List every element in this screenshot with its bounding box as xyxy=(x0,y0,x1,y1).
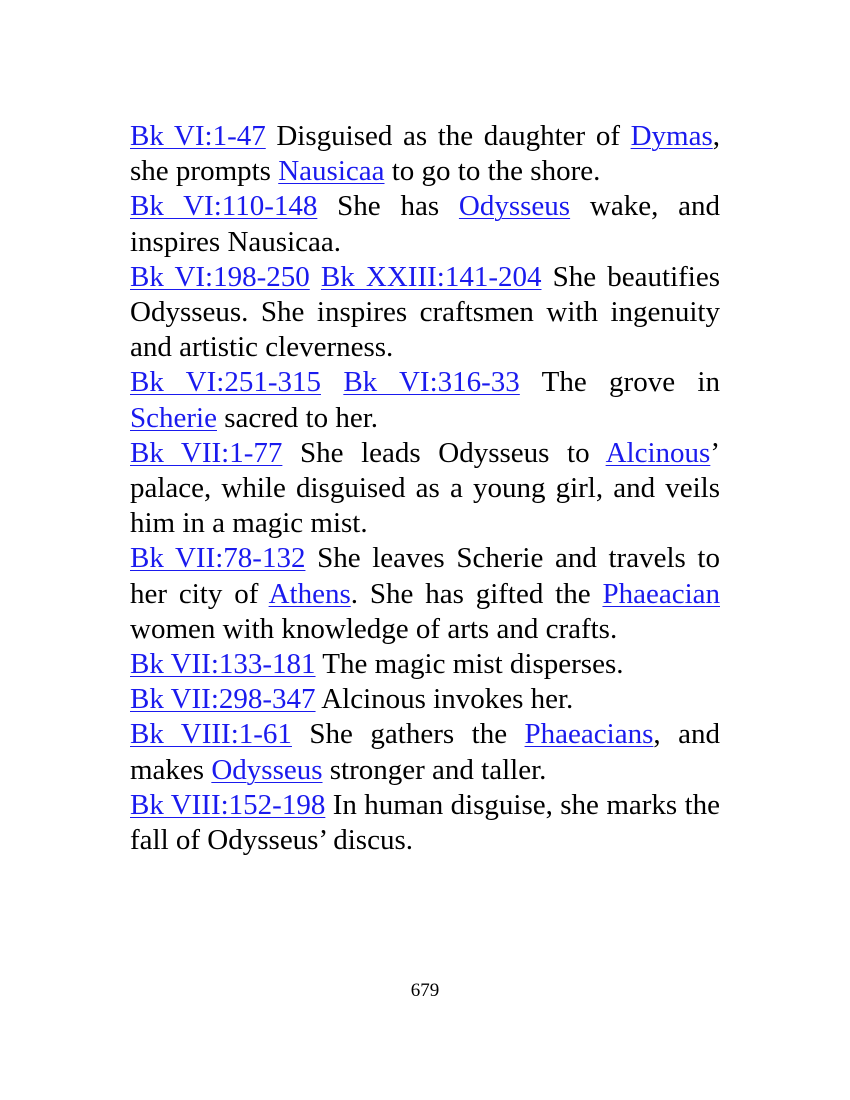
entry-text xyxy=(310,261,321,293)
reference-link[interactable]: Phaeacian xyxy=(602,577,720,610)
reference-link[interactable]: Nausicaa xyxy=(278,155,385,188)
reference-link[interactable]: Bk VII:1-77 xyxy=(130,436,283,469)
entry-text: She leads Odysseus to xyxy=(282,436,606,469)
entry-list xyxy=(130,119,720,858)
entry-text: , she prompts xyxy=(130,120,721,188)
entry xyxy=(130,682,720,717)
reference-link[interactable]: Bk VIII:1-61 xyxy=(130,718,292,751)
entry xyxy=(130,788,720,858)
reference-link[interactable]: Odysseus xyxy=(211,753,323,786)
entry-text: sacred to her. xyxy=(216,401,379,434)
entry-text: The magic mist disperses. xyxy=(315,648,624,681)
reference-link[interactable]: Bk VII:133-181 xyxy=(130,648,316,681)
reference-link[interactable]: Odysseus xyxy=(458,190,571,223)
reference-link[interactable]: Bk VI:251-315 xyxy=(130,366,321,399)
entry-text: ’ palace, while disguised as a young girl, and veils him in a magic mist. xyxy=(130,436,720,540)
reference-link[interactable]: Phaeacians xyxy=(524,718,654,751)
entry-text: She beautifies Odysseus. She inspires craftsmen with ingenuity and artistic cleverness. xyxy=(130,260,720,364)
entry xyxy=(130,189,720,259)
entry xyxy=(130,717,720,787)
entry-text: The grove in xyxy=(519,366,720,399)
entry-text: In human disguise, she marks the fall of Odysseus’ discus. xyxy=(130,788,720,857)
reference-link[interactable]: Bk VI:110-148 xyxy=(130,190,318,223)
entry-text: to go to the shore. xyxy=(384,155,601,188)
reference-link[interactable]: Bk VI:198-250 xyxy=(130,260,310,293)
entry xyxy=(130,436,720,542)
entry xyxy=(130,365,720,435)
entry-text: women with knowledge of arts and crafts. xyxy=(130,612,618,645)
entry-text: She leaves Scherie and travels to her city of xyxy=(130,542,720,610)
reference-link[interactable]: Bk VIII:152-198 xyxy=(130,788,326,821)
reference-link[interactable]: Bk VI:1-47 xyxy=(130,120,266,152)
reference-link[interactable]: Scherie xyxy=(130,401,217,434)
entry xyxy=(130,541,720,647)
entry-text xyxy=(321,366,343,398)
entry xyxy=(130,647,720,682)
reference-link[interactable]: Bk VII:298-347 xyxy=(130,683,316,716)
entry-text: stronger and taller. xyxy=(322,753,547,786)
reference-link[interactable]: Athens xyxy=(268,577,351,610)
entry-text: . She has gifted the xyxy=(350,577,603,610)
entry-text: Alcinous invokes her. xyxy=(315,683,574,716)
entry xyxy=(130,119,720,189)
entry-text: Disguised as the daughter of xyxy=(265,120,631,152)
entry xyxy=(130,260,720,366)
entry-text: She gathers the xyxy=(291,718,525,751)
reference-link[interactable]: Bk XXIII:141-204 xyxy=(320,260,542,293)
reference-link[interactable]: Dymas xyxy=(630,120,713,152)
entry-text: wake, and inspires Nausicaa. xyxy=(130,190,720,258)
reference-link[interactable]: Bk VI:316-33 xyxy=(343,366,520,399)
entry-text: She has xyxy=(317,190,459,223)
reference-link[interactable]: Alcinous xyxy=(605,436,711,469)
reference-link[interactable]: Bk VII:78-132 xyxy=(130,542,306,575)
page-number: 679 xyxy=(410,980,440,1001)
entry-text: , and makes xyxy=(130,718,720,786)
